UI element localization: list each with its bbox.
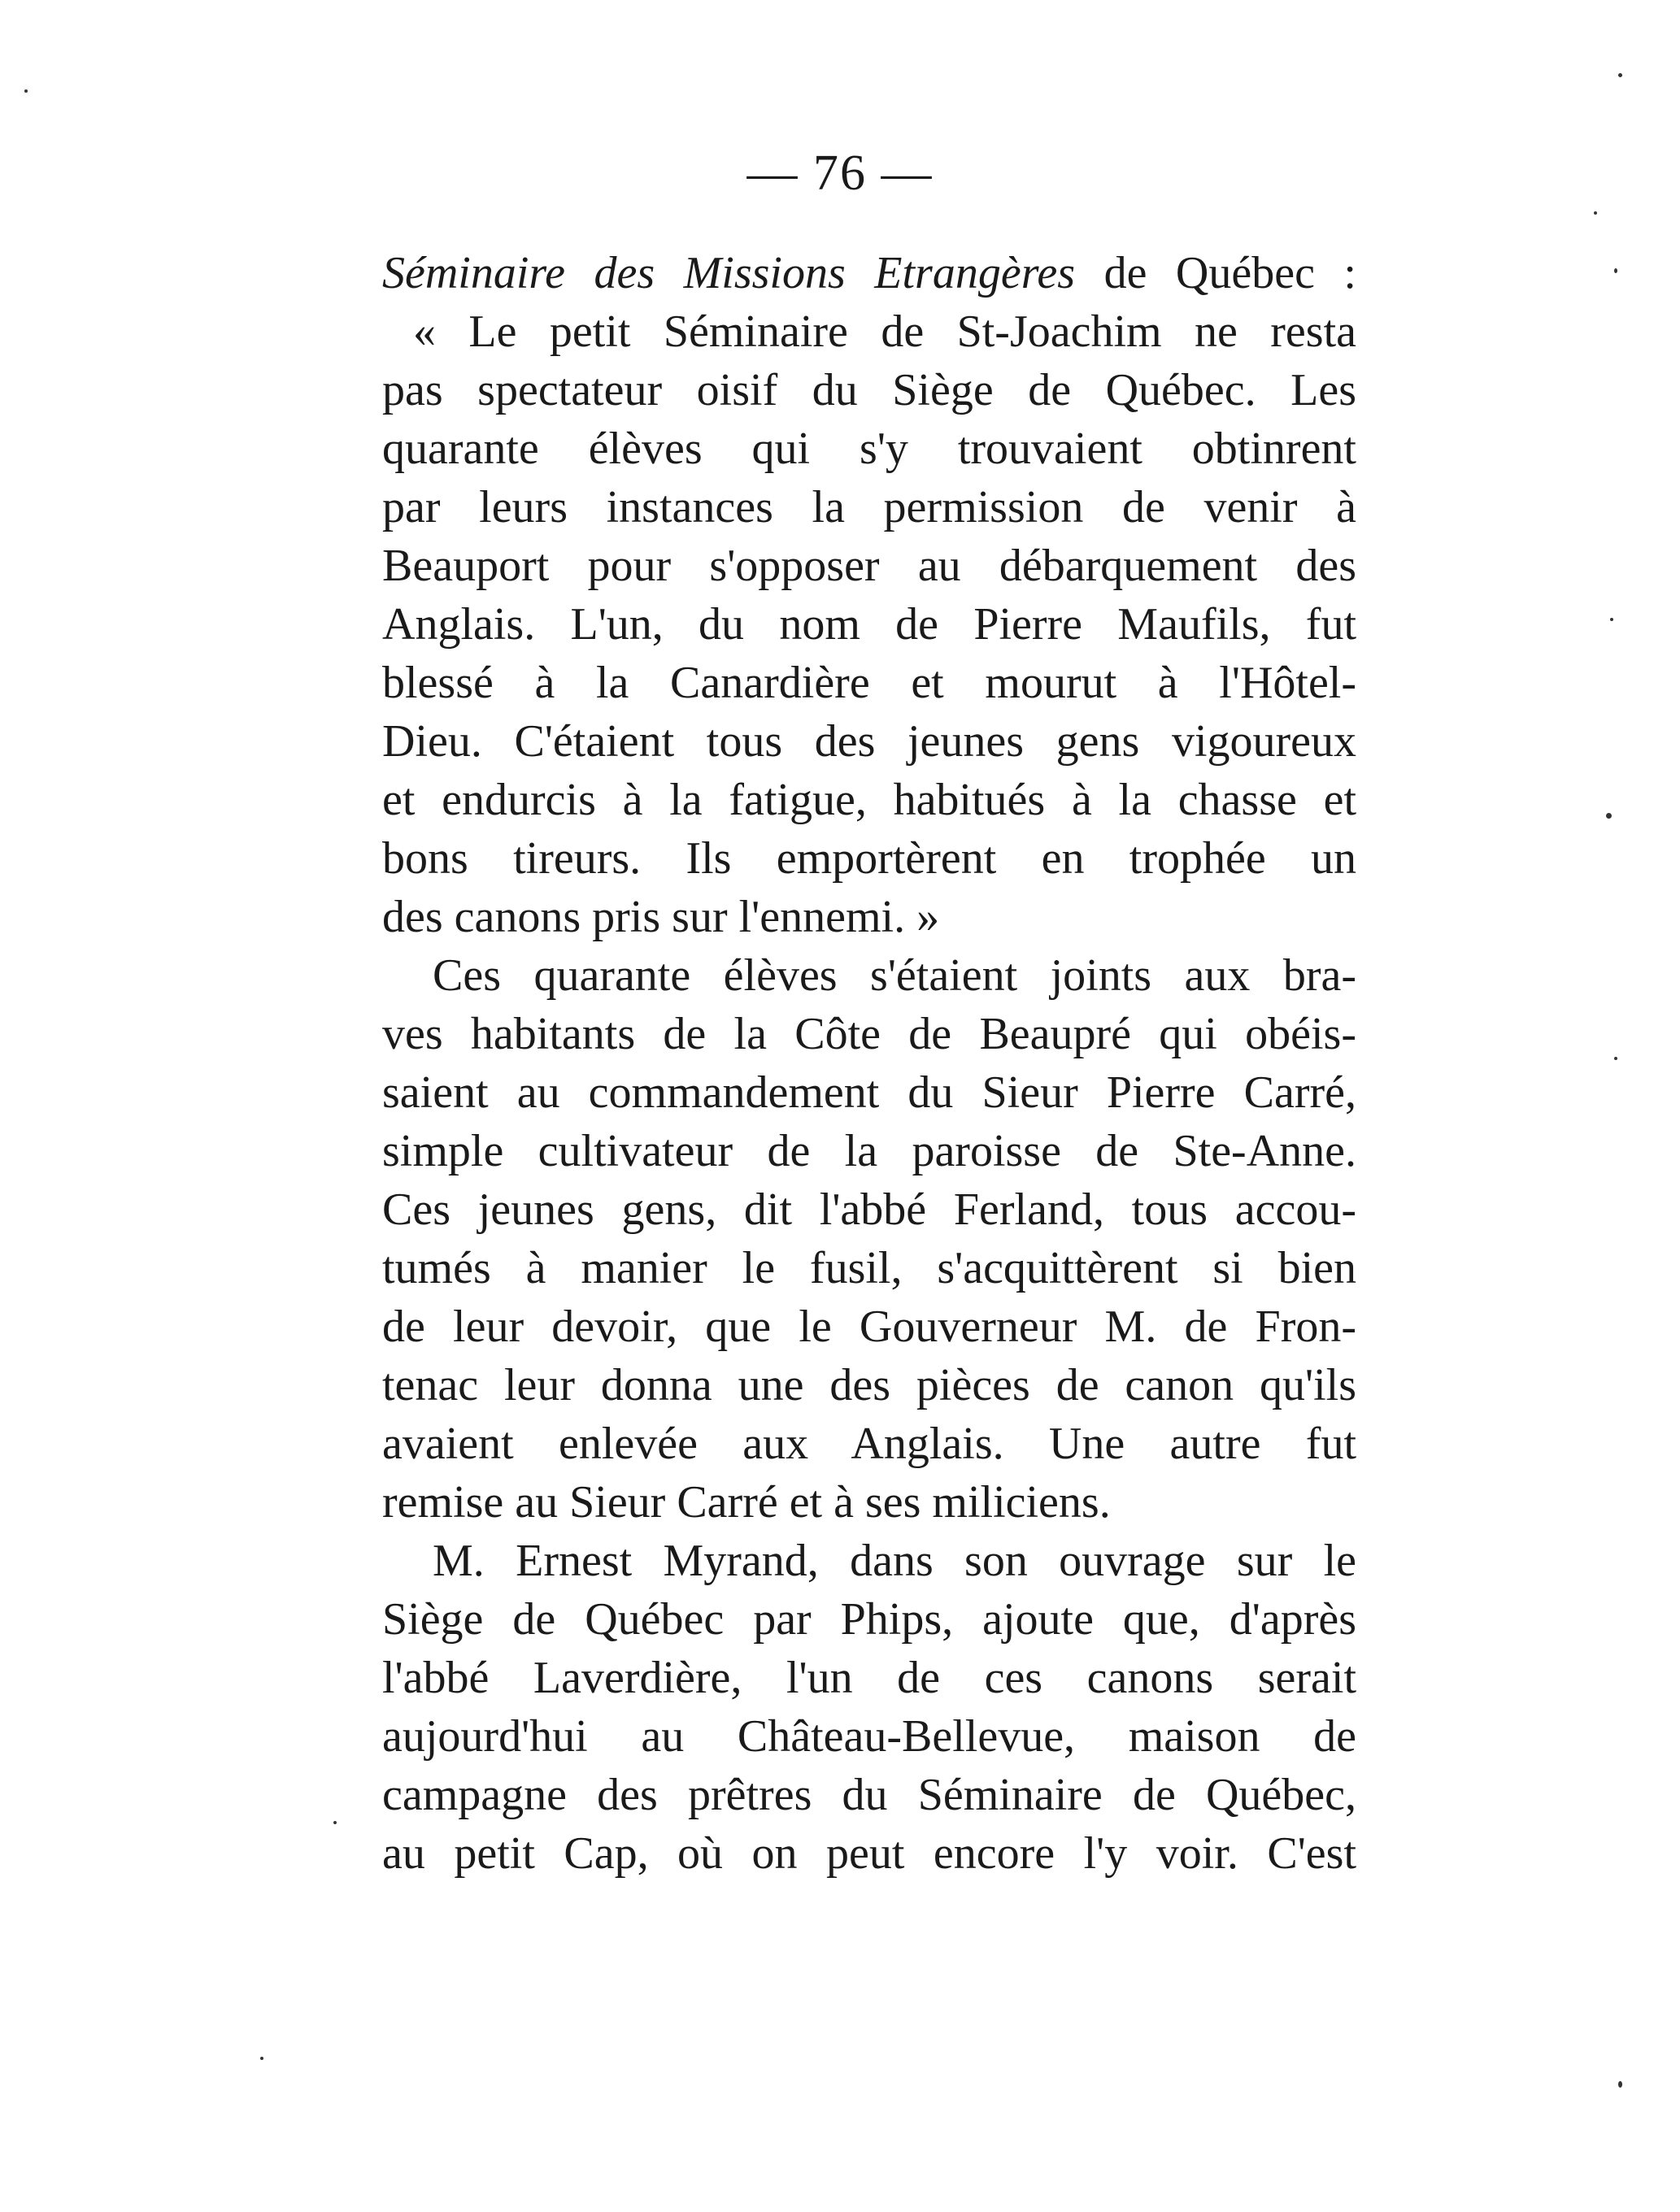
text-line: Dieu. C'étaient tous des jeunes gens vigoureux xyxy=(382,716,1356,767)
scan-speck xyxy=(1618,73,1622,77)
text-line: au petit Cap, où on peut encore l'y voir. C'est xyxy=(382,1828,1356,1879)
text-line: aujourd'hui au Château-Bellevue, maison de xyxy=(382,1711,1356,1762)
text-line: simple cultivateur de la paroisse de Ste-Anne. xyxy=(382,1126,1356,1176)
text-line: remise au Sieur Carré et à ses miliciens. xyxy=(382,1477,1111,1528)
text-line: quarante élèves qui s'y trouvaient obtinrent xyxy=(382,424,1356,474)
scan-speck xyxy=(24,89,28,93)
text-line: « Le petit Séminaire de St-Joachim ne resta xyxy=(413,306,1356,357)
scan-speck xyxy=(1610,618,1613,621)
italic-title: Séminaire des Missions Etrangères xyxy=(382,248,1076,298)
text-line: ves habitants de la Côte de Beaupré qui obéis- xyxy=(382,1009,1356,1059)
scan-speck xyxy=(1614,268,1617,273)
text-line: Anglais. L'un, du nom de Pierre Maufils, fut xyxy=(382,599,1356,650)
text-line: l'abbé Laverdière, l'un de ces canons serait xyxy=(382,1653,1356,1703)
scan-speck xyxy=(260,2057,263,2060)
text-line: et endurcis à la fatigue, habitués à la chasse et xyxy=(382,775,1356,825)
text-line: avaient enlevée aux Anglais. Une autre fut xyxy=(382,1419,1356,1469)
scan-speck xyxy=(1594,211,1597,215)
text-line: blessé à la Canardière et mourut à l'Hôtel- xyxy=(382,658,1356,708)
text-line: pas spectateur oisif du Siège de Québec. Les xyxy=(382,365,1356,415)
text-line: par leurs instances la permission de venir à xyxy=(382,482,1356,532)
text-line: de leur devoir, que le Gouverneur M. de Fron- xyxy=(382,1302,1356,1352)
text-line: Beauport pour s'opposer au débarquement des xyxy=(382,541,1356,591)
scan-speck xyxy=(1606,813,1612,819)
paragraph-quote xyxy=(382,302,1356,946)
paragraph xyxy=(382,1532,1356,1883)
text-line: Siège de Québec par Phips, ajoute que, d'après xyxy=(382,1594,1356,1645)
text-line: des canons pris sur l'ennemi. » xyxy=(382,892,940,942)
text-line: bons tireurs. Ils emportèrent en trophée un xyxy=(382,833,1356,884)
text-line: saient au commandement du Sieur Pierre Carré, xyxy=(382,1067,1356,1118)
text-line: Ces jeunes gens, dit l'abbé Ferland, tous accou- xyxy=(382,1184,1356,1235)
paragraph xyxy=(382,946,1356,1532)
scan-speck xyxy=(333,1821,337,1824)
scan-speck xyxy=(1618,2081,1622,2088)
body-text xyxy=(382,244,1356,1883)
page-number: — 76 — xyxy=(746,146,934,201)
text-line: Ces quarante élèves s'étaient joints aux bra- xyxy=(433,950,1356,1001)
heading-rest: de Québec : xyxy=(1075,248,1356,298)
text-line: campagne des prêtres du Séminaire de Québec, xyxy=(382,1770,1356,1820)
heading-line xyxy=(382,244,1356,302)
scan-speck xyxy=(1614,1057,1617,1060)
text-line: tenac leur donna une des pièces de canon qu'ils xyxy=(382,1360,1356,1410)
text-line: tumés à manier le fusil, s'acquittèrent si bien xyxy=(382,1243,1356,1293)
text-line: M. Ernest Myrand, dans son ouvrage sur le xyxy=(433,1536,1356,1586)
